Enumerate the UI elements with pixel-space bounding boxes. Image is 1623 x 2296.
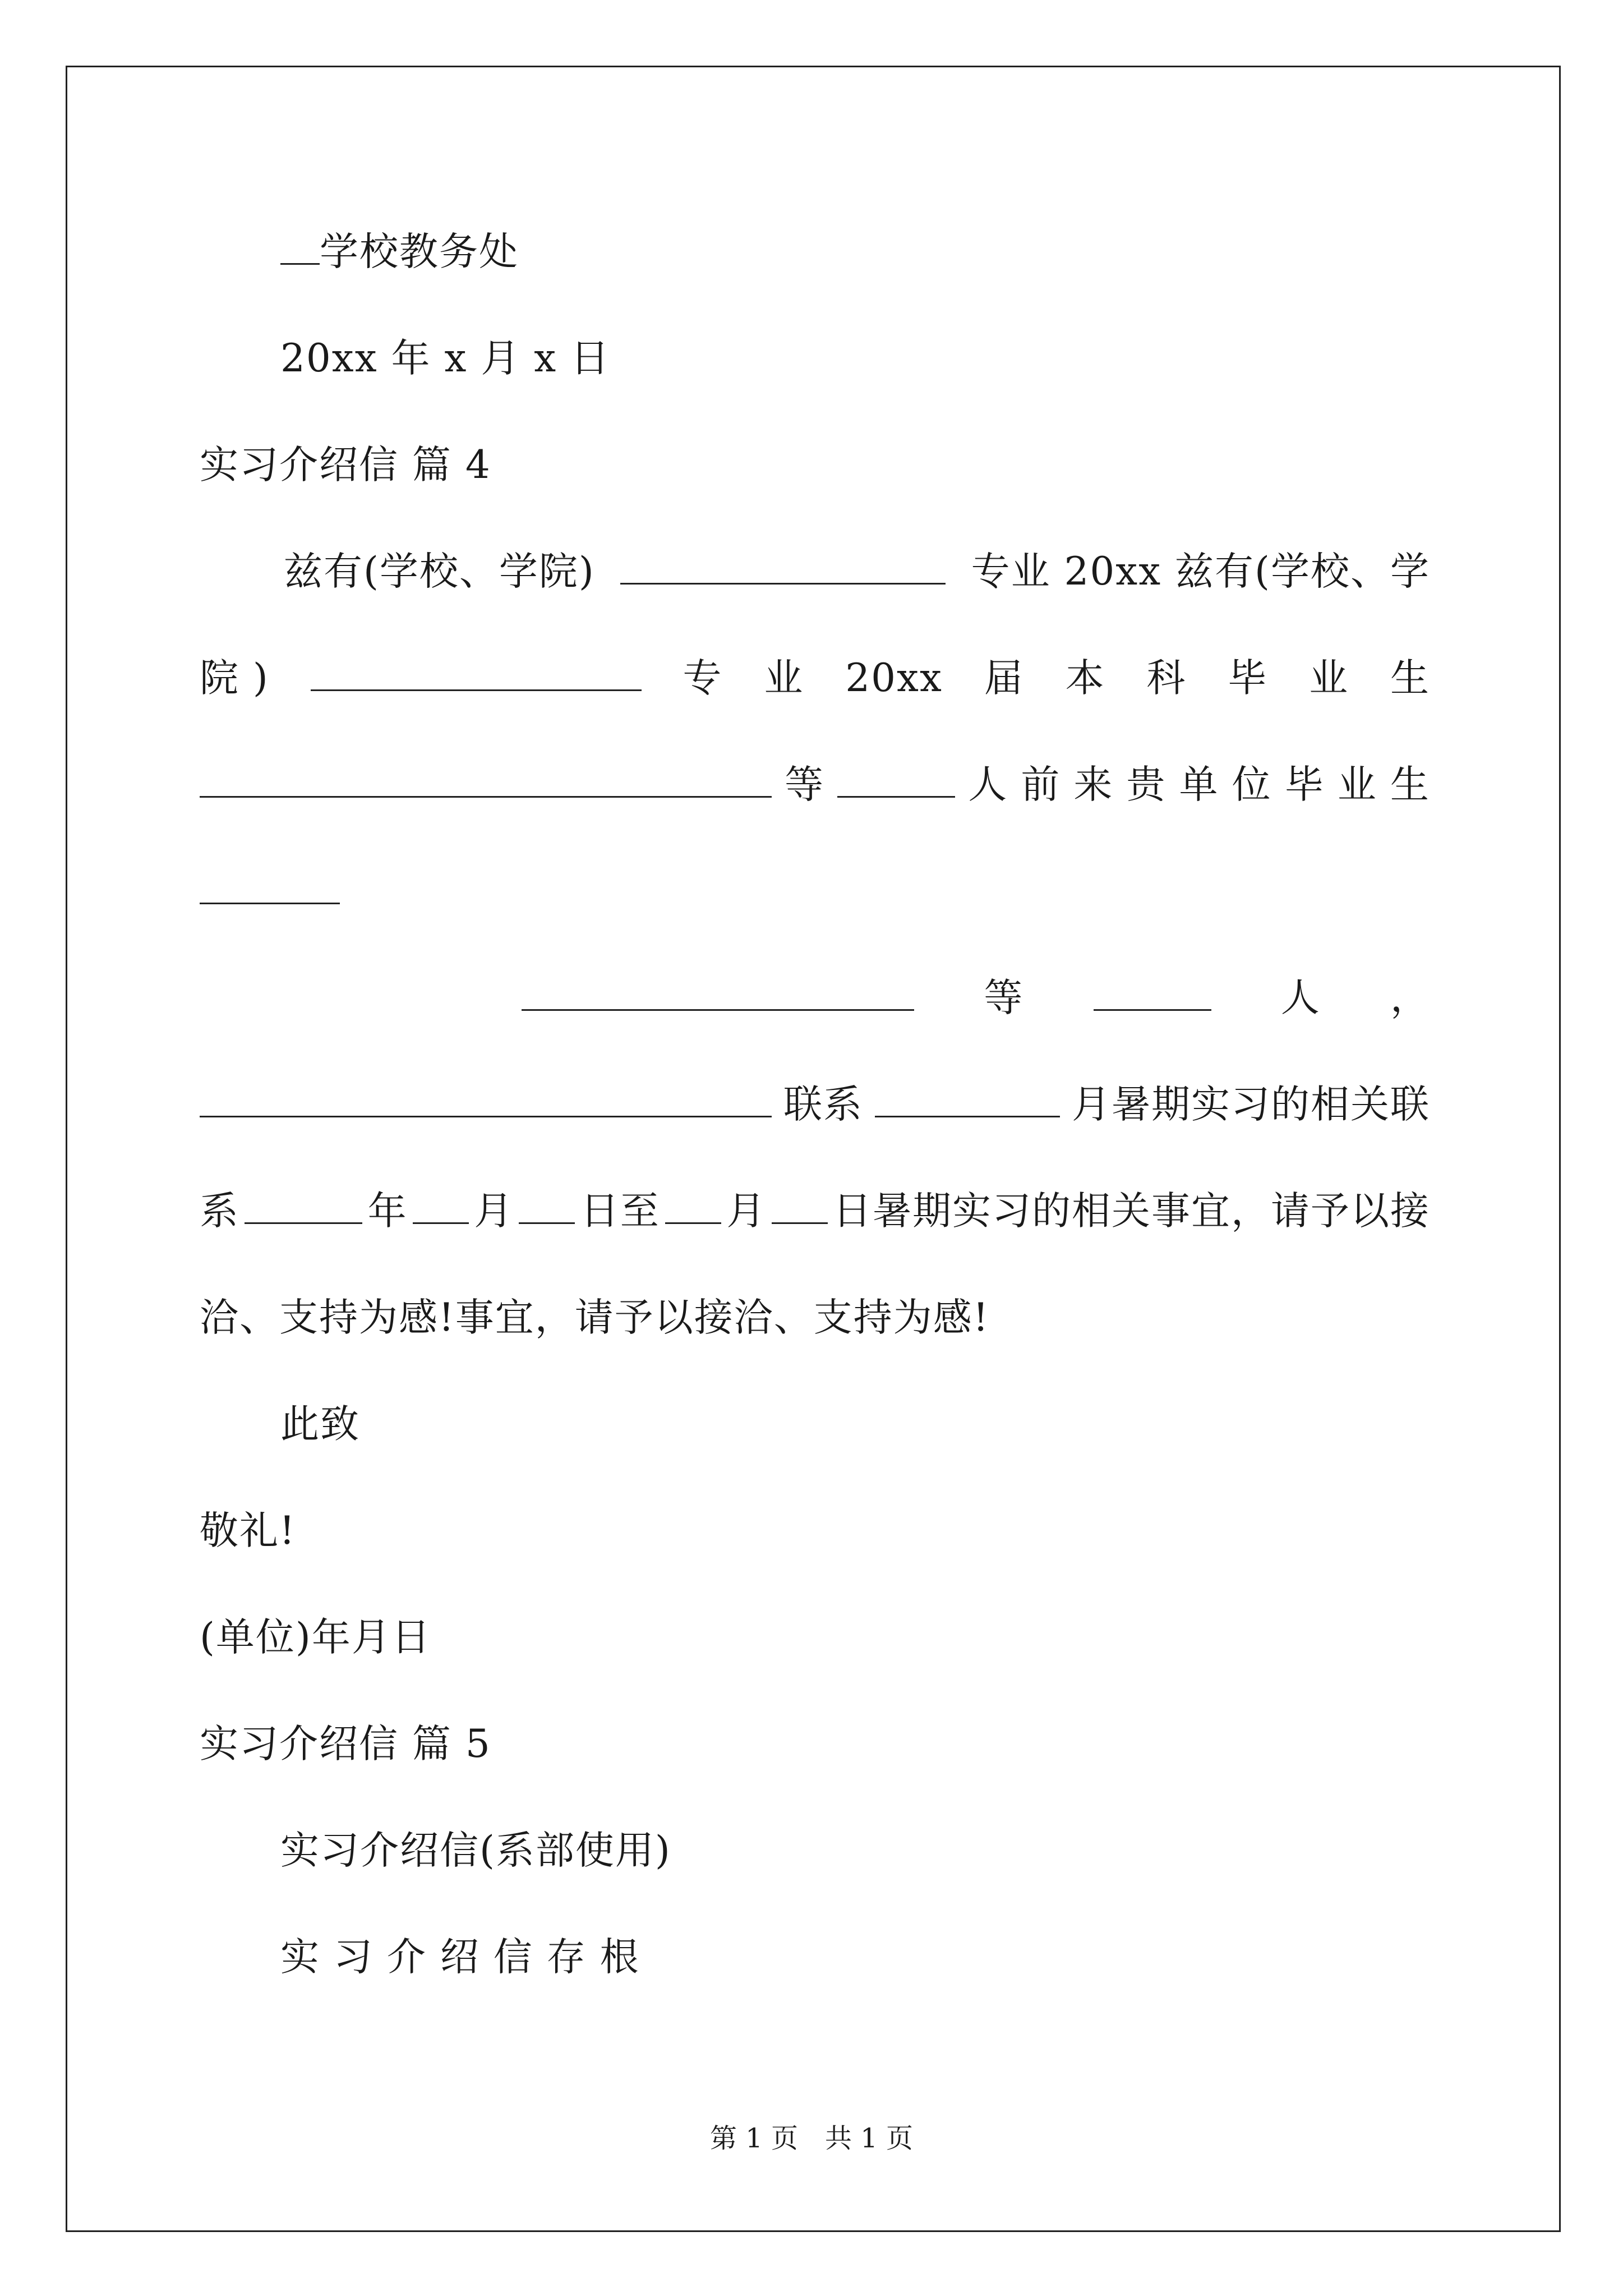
closing-regards: 敬礼! bbox=[200, 1508, 296, 1553]
line-text: 月暑期实习的相关联 bbox=[1072, 1082, 1430, 1127]
line-text: 月 bbox=[474, 1189, 514, 1234]
char: 业 bbox=[1309, 656, 1349, 701]
char: 人 bbox=[1280, 976, 1321, 1020]
line-text: 专业 20xx 兹有(学校、学 bbox=[971, 549, 1430, 594]
char: 届 bbox=[984, 656, 1024, 701]
blank-field bbox=[200, 1081, 772, 1117]
char: 业 bbox=[764, 656, 804, 701]
blank-field bbox=[519, 1188, 575, 1224]
char: 专 bbox=[683, 656, 723, 701]
blank-field bbox=[522, 974, 914, 1011]
body-line-9 bbox=[200, 1079, 1430, 1130]
body-line-11: 洽、支持为感!事宜，请予以接洽、支持为感! bbox=[200, 1295, 990, 1340]
char: 本 bbox=[1065, 656, 1105, 701]
body-line-4 bbox=[200, 546, 1430, 597]
char: 毕 bbox=[1284, 762, 1325, 807]
line-text: 日暑期实习的相关事宜，请予以接 bbox=[832, 1189, 1430, 1234]
blank-field bbox=[200, 761, 772, 798]
line-text: 月 bbox=[726, 1189, 767, 1234]
char: 业 bbox=[1337, 762, 1377, 807]
line-text: 日至 bbox=[580, 1189, 660, 1234]
stub-title: 实 习 介 绍 信 存 根 bbox=[280, 1935, 640, 1980]
char: 前 bbox=[1021, 762, 1061, 807]
char: 来 bbox=[1073, 762, 1114, 807]
blank-field bbox=[665, 1188, 721, 1224]
blank-field bbox=[837, 761, 955, 798]
char: 等 bbox=[984, 976, 1024, 1020]
signature-date-line: (单位)年月日 bbox=[200, 1615, 431, 1660]
body-line-7 bbox=[200, 866, 1430, 917]
body-line-5 bbox=[200, 653, 1430, 703]
date-line: 20xx 年 x 月 x 日 bbox=[280, 336, 611, 381]
char: 等 bbox=[785, 762, 825, 807]
line-text: 兹有(学校、学院) bbox=[284, 549, 595, 594]
char: 人 bbox=[968, 762, 1008, 807]
blank-field bbox=[280, 228, 320, 265]
letter-subtitle: 实习介绍信(系部使用) bbox=[280, 1828, 671, 1873]
page-footer: 第 1 页 共 1 页 bbox=[709, 2123, 914, 2154]
blank-field bbox=[200, 868, 340, 904]
blank-field bbox=[413, 1188, 469, 1224]
char: 位 bbox=[1232, 762, 1272, 807]
closing-salutation: 此致 bbox=[280, 1402, 360, 1447]
char: 生 bbox=[1390, 656, 1430, 701]
blank-field bbox=[772, 1188, 828, 1224]
line-text: 年 bbox=[367, 1189, 408, 1234]
section-heading-5: 实习介绍信 篇 5 bbox=[200, 1722, 491, 1766]
blank-field bbox=[311, 655, 642, 691]
char: 毕 bbox=[1228, 656, 1268, 701]
char: 生 bbox=[1390, 762, 1430, 807]
char: 单 bbox=[1179, 762, 1219, 807]
line-text: 系 bbox=[200, 1189, 239, 1234]
body-line-10 bbox=[200, 1186, 1430, 1236]
char: 贵 bbox=[1126, 762, 1166, 807]
blank-field bbox=[245, 1188, 362, 1224]
line-text: 院 ) bbox=[200, 656, 269, 701]
line-text: 联系 bbox=[783, 1082, 863, 1127]
section-heading-4: 实习介绍信 篇 4 bbox=[200, 443, 491, 487]
blank-field bbox=[620, 548, 946, 585]
page-border bbox=[66, 66, 1561, 2232]
school-office-line bbox=[280, 227, 1511, 277]
blank-field bbox=[875, 1081, 1060, 1117]
char: ， bbox=[1390, 976, 1430, 1020]
blank-field bbox=[1094, 974, 1211, 1011]
char: 科 bbox=[1146, 656, 1187, 701]
char: 20xx bbox=[845, 656, 943, 701]
line-text: 学校教务处 bbox=[320, 229, 519, 274]
body-line-8 bbox=[200, 973, 1430, 1023]
body-line-6 bbox=[200, 760, 1430, 810]
